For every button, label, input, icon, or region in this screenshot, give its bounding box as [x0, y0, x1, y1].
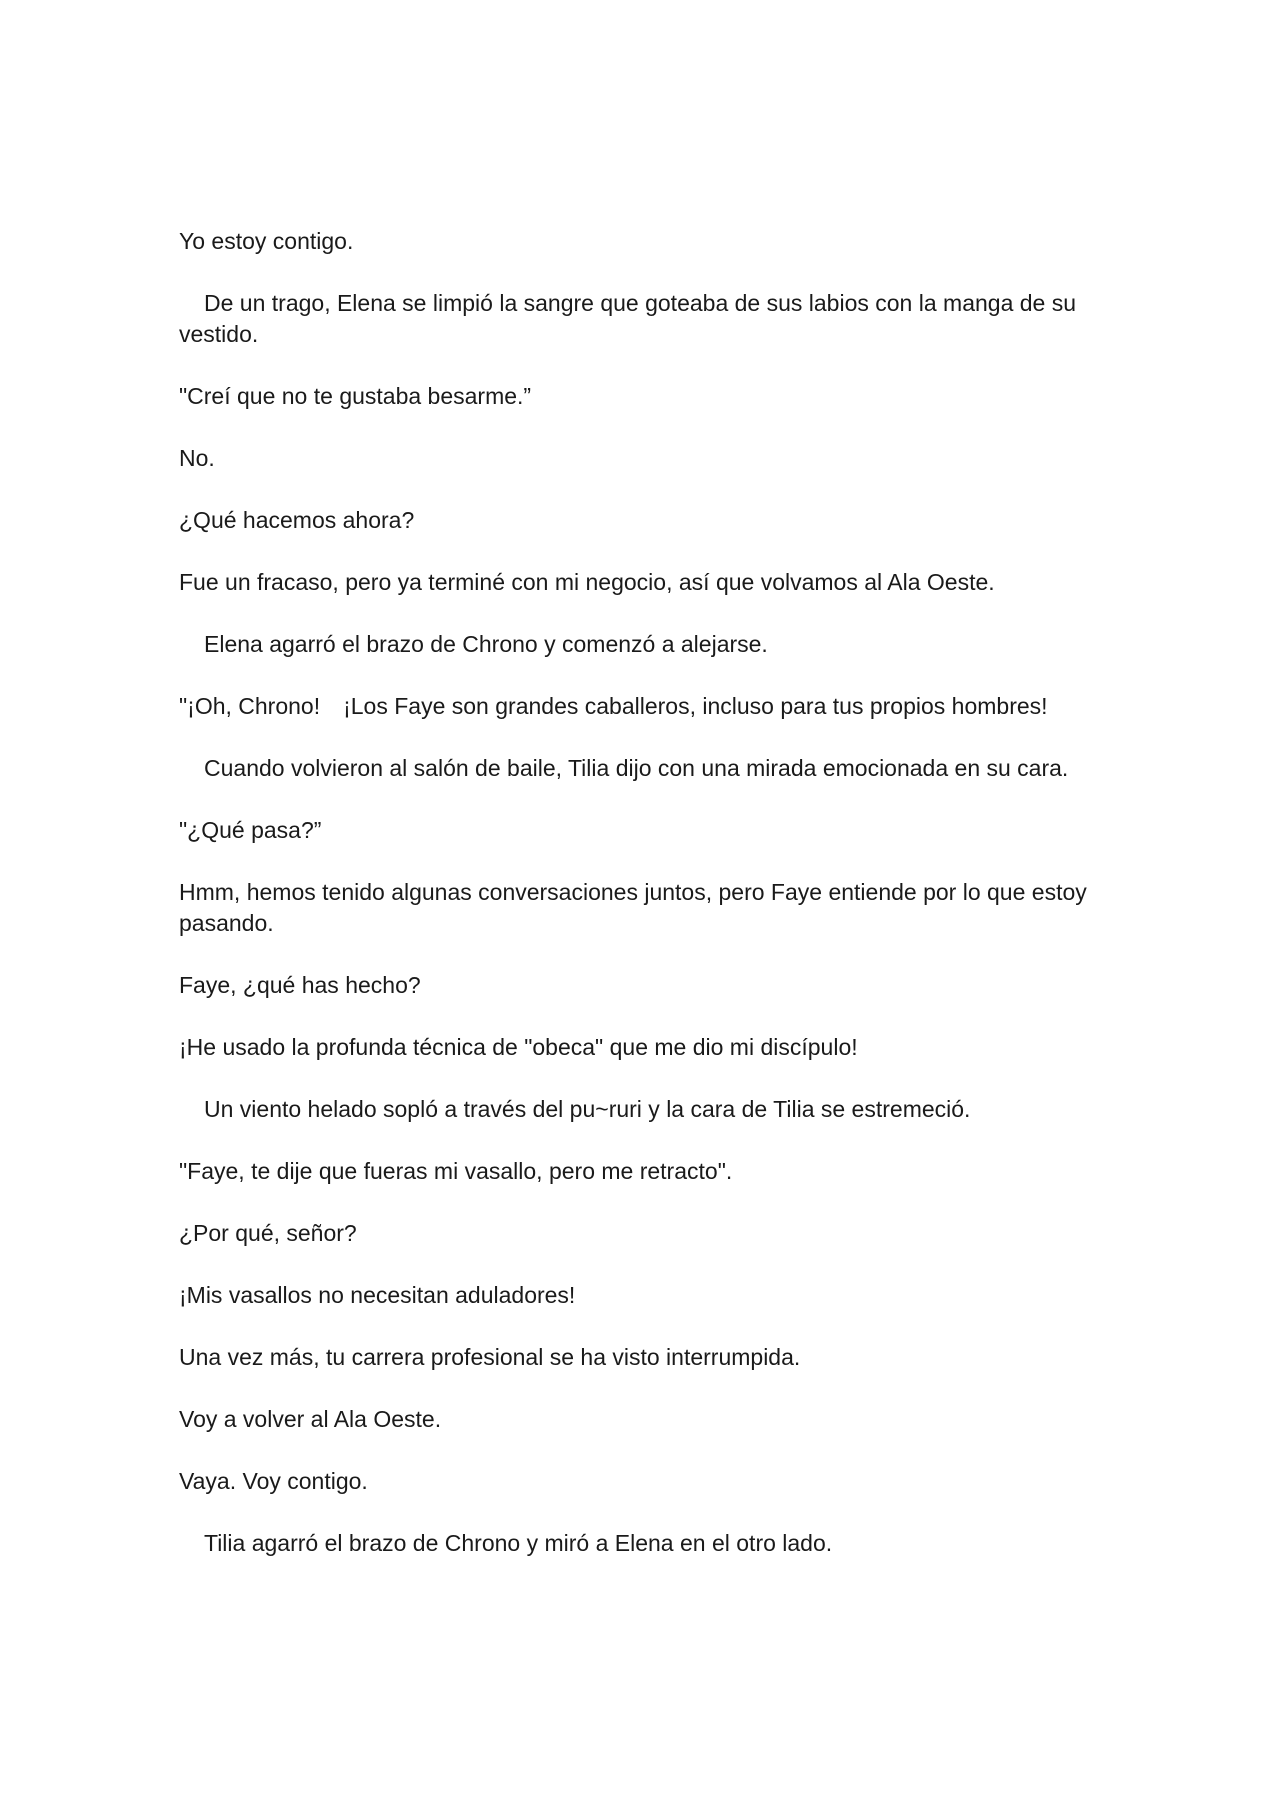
- paragraph: Un viento helado sopló a través del pu~ruri y la cara de Tilia se estremeció.: [204, 1096, 971, 1122]
- paragraph: Yo estoy contigo.: [179, 228, 354, 254]
- paragraph: "¿Qué pasa?”: [179, 817, 322, 843]
- paragraph: De un trago, Elena se limpió la sangre que goteaba de sus labios con la manga de su vestido.: [179, 290, 1083, 347]
- paragraph: "Creí que no te gustaba besarme.”: [179, 383, 532, 409]
- paragraph: ¡Mis vasallos no necesitan aduladores!: [179, 1282, 576, 1308]
- paragraph: Tilia agarró el brazo de Chrono y miró a Elena en el otro lado.: [204, 1530, 833, 1556]
- paragraph: "¡Oh, Chrono! ¡Los Faye son grandes caballeros, incluso para tus propios hombres!: [179, 693, 1048, 719]
- paragraph: Hmm, hemos tenido algunas conversaciones juntos, pero Faye entiende por lo que estoy pasando.: [179, 879, 1094, 936]
- paragraph: Cuando volvieron al salón de baile, Tilia dijo con una mirada emocionada en su cara.: [204, 755, 1069, 781]
- paragraph: Voy a volver al Ala Oeste.: [179, 1406, 442, 1432]
- paragraph: Fue un fracaso, pero ya terminé con mi negocio, así que volvamos al Ala Oeste.: [179, 569, 995, 595]
- paragraph: Faye, ¿qué has hecho?: [179, 972, 421, 998]
- paragraph: ¿Qué hacemos ahora?: [179, 507, 415, 533]
- document-body: [179, 226, 1099, 1590]
- paragraph: No.: [179, 445, 215, 471]
- paragraph: Vaya. Voy contigo.: [179, 1468, 368, 1494]
- paragraph: Una vez más, tu carrera profesional se ha visto interrumpida.: [179, 1344, 801, 1370]
- paragraph: ¿Por qué, señor?: [179, 1220, 357, 1246]
- paragraph: Elena agarró el brazo de Chrono y comenzó a alejarse.: [204, 631, 768, 657]
- paragraph: ¡He usado la profunda técnica de "obeca" que me dio mi discípulo!: [179, 1034, 858, 1060]
- paragraph: "Faye, te dije que fueras mi vasallo, pero me retracto".: [179, 1158, 733, 1184]
